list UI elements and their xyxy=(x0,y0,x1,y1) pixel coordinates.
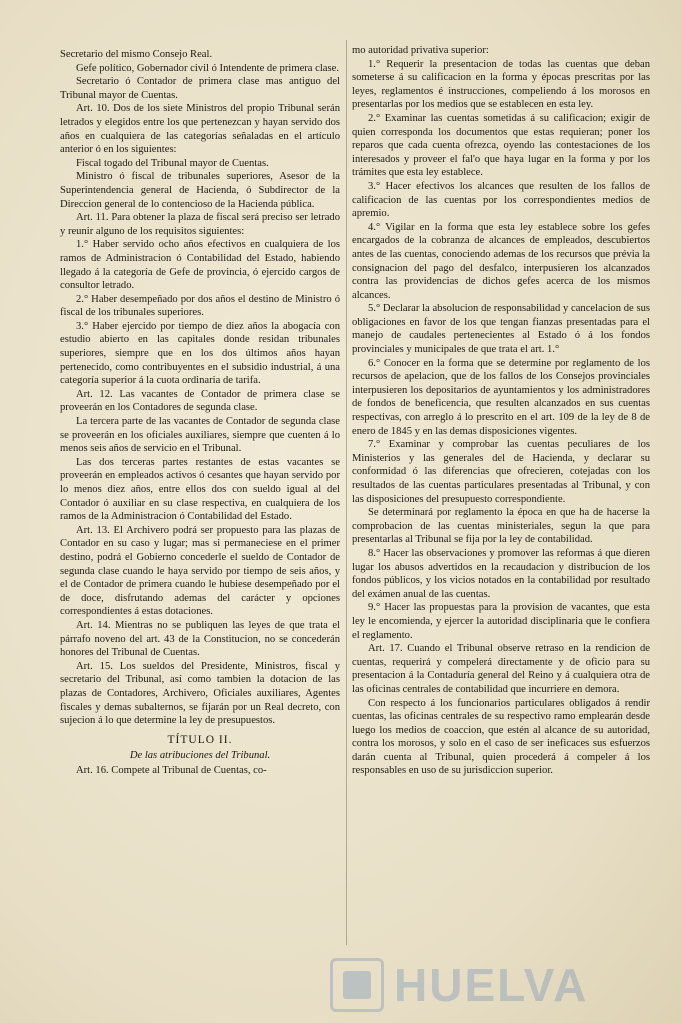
right-column xyxy=(352,44,650,778)
paragraph: 3.° Hacer efectivos los alcances que resulten de los fallos de calificacion de las cuentas por los correspondientes medios de apremio. xyxy=(352,180,650,220)
paragraph: 2.° Haber desempeñado por dos años el destino de Ministro ó fiscal de los tribunales superiores. xyxy=(60,293,340,319)
paragraph: 1.° Requerir la presentacion de todas las cuentas que deban someterse á su calificacion en la forma y épocas prescritas por las leyes, reglamentos é instrucciones, compeliendo á los morosos en presentarlas por los medios que se establecen en esta ley. xyxy=(352,58,650,111)
column-divider xyxy=(346,40,347,945)
paragraph: Art. 15. Los sueldos del Presidente, Ministros, fiscal y secretario del Tribunal, así como tambien la dotacion de las plazas de Contadores, Archivero, Oficiales auxiliares, Agentes fiscales y demas subalternos, se fijarán por un Real decreto, con sujecion á lo que determine la ley de presupuestos. xyxy=(60,660,340,727)
paragraph: Con respecto á los funcionarios particulares obligados á rendir cuentas, las oficinas centrales de su respectivo ramo emplearán desde luego los medios de coaccion, que estén al alcance de su autoridad, contra los morosos, y solo en el caso de ser ineficaces sus esfuerzos darán cuenta al Tribunal, quien procederá á compeler á los responsables en uso de su jurisdiccion superior. xyxy=(352,697,650,777)
section-subtitle: De las atribuciones del Tribunal. xyxy=(129,750,271,762)
paragraph: 8.° Hacer las observaciones y promover las reformas á que dieren lugar los abusos advertidos en la recaudacion y distribucion de los fondos públicos, y los vicios notados en la contabilidad por resultado del exámen anual de las cuentas. xyxy=(352,547,650,600)
watermark xyxy=(330,955,670,1015)
paragraph: Fiscal togado del Tribunal mayor de Cuentas. xyxy=(76,157,269,169)
paragraph: Art. 14. Mientras no se publiquen las leyes de que trata el párrafo noveno del art. 43 de la Constitucion, no se concederán honores del Tribunal de Cuentas. xyxy=(60,619,340,659)
left-column xyxy=(60,48,340,777)
paragraph: 3.° Haber ejercido por tiempo de diez años la abogacía con estudio abierto en las capitales donde residan tribunales superiores, siempre que en los dos últimos años hayan pertenecido, como contribuyentes en el subsidio industrial, á una categoría superior á la cuota ordinaria de tarifa. xyxy=(60,320,340,387)
paragraph: La tercera parte de las vacantes de Contador de segunda clase se proveerán en los oficiales auxiliares, siempre que cuenten á lo menos seis años de servicio en el Tribunal. xyxy=(60,416,340,455)
paragraph: Art. 10. Dos de los siete Ministros del propio Tribunal serán letrados y elegidos entre los que pertenezcan y hayan servido dos años en cualquiera de las categorías señaladas en el artículo anterior ó en los siguientes: xyxy=(60,103,340,156)
paragraph: Ministro ó fiscal de tribunales superiores, Asesor de la Superintendencia general de Hacienda, ó Subdirector de la Direccion general de lo contencioso de la Hacienda pública. xyxy=(60,171,340,210)
paragraph: Art. 11. Para obtener la plaza de fiscal será preciso ser letrado y reunir alguno de los requisitos siguientes: xyxy=(60,212,340,237)
paragraph: 5.° Declarar la absolucion de responsabilidad y cancelacion de sus obligaciones en favor de los que tengan fianzas presentadas para el manejo de caudales pertenecientes al Estado ó á los fondos provinciales y municipales de que trata el art. 1.° xyxy=(352,303,650,356)
paragraph: Secretario ó Contador de primera clase mas antiguo del Tribunal mayor de Cuentas. xyxy=(60,76,340,101)
paragraph: Secretario del mismo Consejo Real. xyxy=(60,49,213,60)
paragraph: Art. 12. Las vacantes de Contador de primera clase se proveerán en los Contadores de segunda clase. xyxy=(60,388,340,414)
paragraph: 1.° Haber servido ocho años efectivos en cualquiera de los ramos de Administracion ó Contabilidad del Estado, habiendo llegado á la categoría de Gefe de provincia, ó ejercido cargos de consultor letrado. xyxy=(60,239,340,292)
paragraph: Art. 13. El Archivero podrá ser propuesto para las plazas de Contador en su caso y lugar; mas si permaneciese en el primer destino, podrá el Gobierno concederle el sueldo de Contador de segunda clase cuando le haya servido por tiempo de seis años, y el de Contador de primera cuando le hubiese desempeñado por el de doce, disfrutando ademas del carácter y opciones correspondientes á estas dotaciones. xyxy=(60,524,340,618)
paragraph: 7.° Examinar y comprobar las cuentas peculiares de los Ministerios y las generales del de Hacienda, y declarar su conformidad ó las diferencias que ofrecieren, cotejadas con los resultados de las cuentas particulares presentadas al Tribunal, y con las disposiciones del presupuesto correspondiente. xyxy=(352,439,650,505)
paragraph: 9.° Hacer las propuestas para la provision de vacantes, que esta ley le encomienda, y ejercer la autoridad disciplinaria que le confiera el reglamento. xyxy=(352,602,650,641)
paragraph: 2.° Examinar las cuentas sometidas á su calificacion; exigir de quien corresponda los documentos que estas requieran; poner los reparos que cada cuenta ofrezca, oyendo las contestaciones de los interesados y proveer el fal'o que haya lugar en la forma y por los trámites que esta ley establece. xyxy=(352,112,650,179)
library-seal-icon xyxy=(330,958,384,1012)
paragraph: Art. 17. Cuando el Tribunal observe retraso en la rendicion de cuentas, requerirá y compelerá directamente y de oficio para su presentacion á la Contaduría general del Reino y á cualquiera otra de las oficinas centrales de contabilidad que incurriere en demora. xyxy=(352,643,650,695)
paragraph: Se determinará por reglamento la época en que ha de hacerse la comprobacion de las cuentas ministeriales, segun la que para presentarlas al Tribunal se fija por la ley de contabilidad. xyxy=(352,507,650,546)
paragraph: Gefe político, Gobernador civil ó Intendente de primera clase. xyxy=(76,62,339,74)
watermark-text: HUELVA xyxy=(394,959,589,1011)
paragraph: 6.° Conocer en la forma que se determine por reglamento de los recursos de apelacion, que de los fallos de los Consejos provinciales interpusieren los depositarios de ayuntamientos y los administradores de fondos de beneficencia, que resulten alcanzados en sus cuentas respectivas, con arreglo á lo prescrito en el art. 109 de la ley de 8 de enero de 1845 y en las demas disposiciones vigentes. xyxy=(352,357,650,437)
paragraph: 4.° Vigilar en la forma que esta ley establece sobre los gefes encargados de la cobranza de alcances de empleados, descubiertos antes de las cuentas, conociendo ademas de los recursos que prévia la consignacion del pago del desfalco, interpusieren los alcanzados contra las providencias de dichos gefes acerca de los mismos alcances. xyxy=(352,221,650,301)
paragraph: Las dos terceras partes restantes de estas vacantes se proveerán en empleados activos ó cesantes que hayan servido por lo menos diez años, entre ellos dos con sueldo igual al del Contador ó auxiliar en su clase respectiva, en cualquiera de los ramos de la Administracion ó Contabilidad del Estado. xyxy=(60,456,340,523)
paragraph: mo autoridad privativa superior: xyxy=(352,45,489,56)
section-title: TÍTULO II. xyxy=(167,733,233,746)
paragraph: Art. 16. Compete al Tribunal de Cuentas, co- xyxy=(76,764,267,776)
